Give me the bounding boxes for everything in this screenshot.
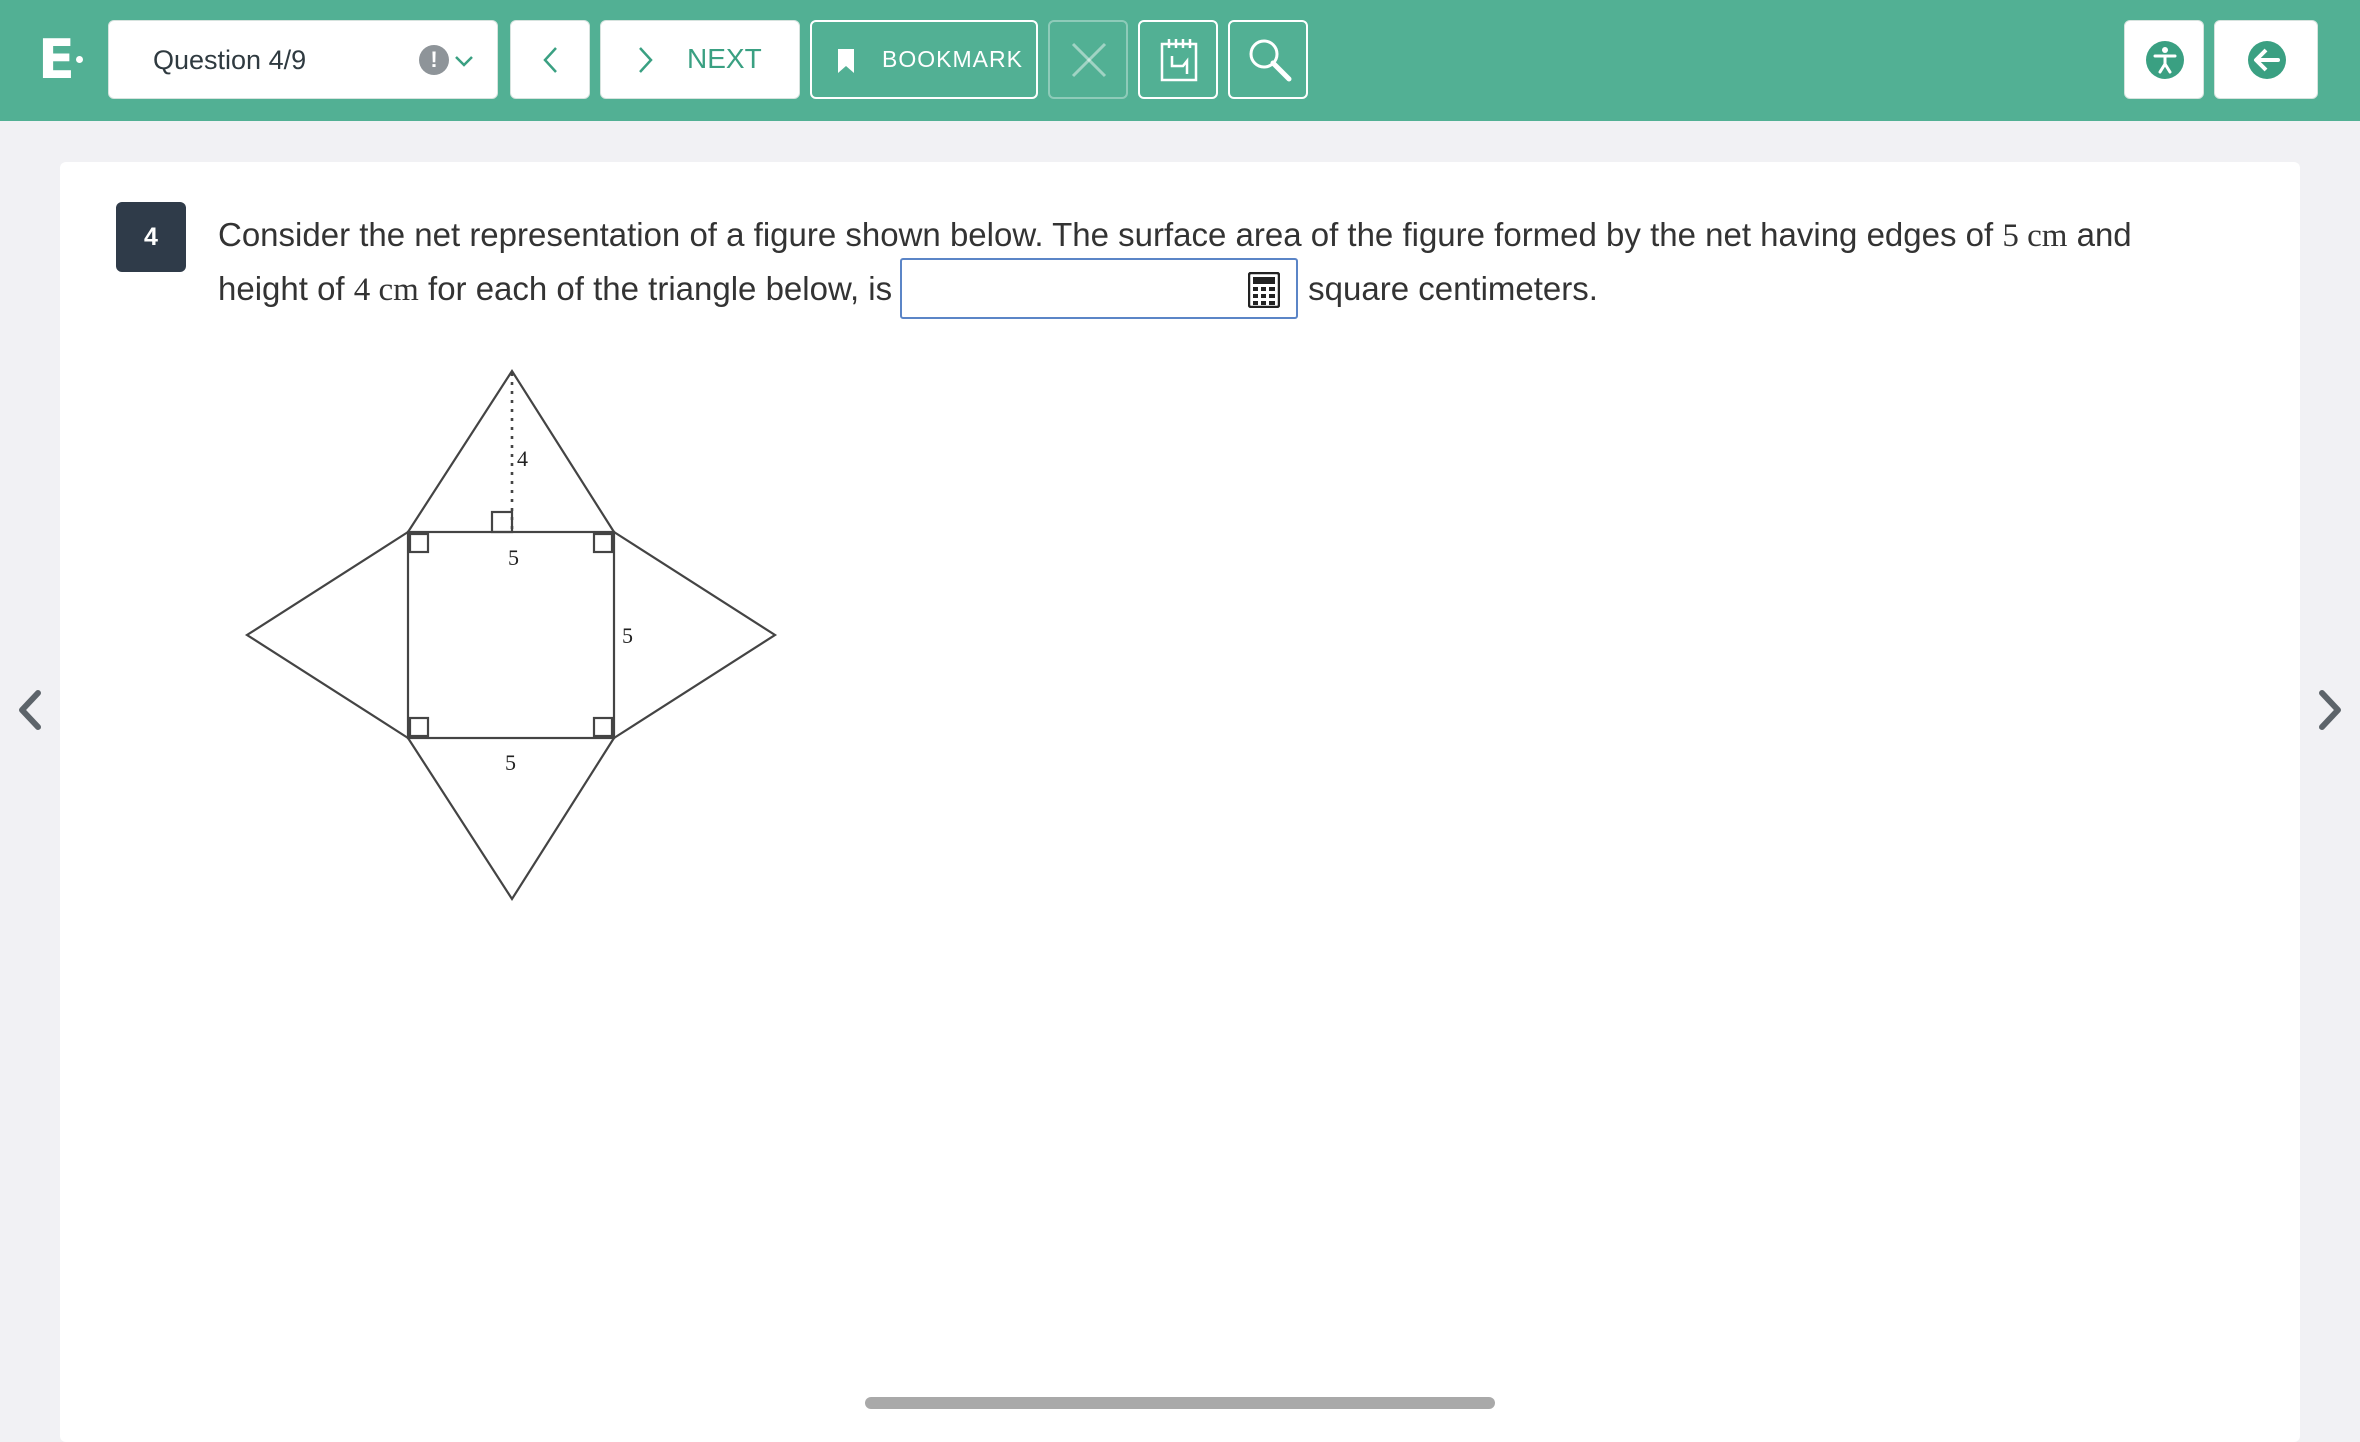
top-toolbar — [0, 0, 2360, 121]
next-page-arrow[interactable] — [2312, 685, 2348, 735]
previous-button[interactable] — [510, 20, 590, 99]
top-triangle — [408, 371, 614, 532]
logo-dot — [76, 56, 83, 63]
question-text-part4: square centimeters. — [1308, 270, 1598, 308]
label-square-right: 5 — [622, 623, 633, 648]
answer-input[interactable] — [908, 266, 1232, 313]
corner-mark-bl — [410, 718, 428, 736]
flag-icon — [419, 45, 449, 75]
question-selector-label: Question 4/9 — [153, 45, 307, 75]
bookmark-button[interactable] — [810, 20, 1038, 99]
previous-page-arrow[interactable] — [12, 685, 48, 735]
answer-box[interactable] — [900, 258, 1298, 319]
height-right-angle — [492, 512, 512, 532]
app-logo: E — [38, 28, 75, 91]
close-icon — [1070, 41, 1108, 79]
chevron-left-icon — [537, 43, 565, 77]
height-value: 4 cm — [353, 272, 419, 309]
edge-value: 5 cm — [2002, 218, 2068, 254]
answer-eliminator-button[interactable] — [1048, 20, 1128, 99]
question-text-part3: for each of the triangle below, is — [418, 270, 893, 308]
horizontal-scrollbar[interactable] — [865, 1397, 1495, 1409]
label-square-bottom: 5 — [505, 750, 516, 775]
chevron-right-icon — [631, 43, 659, 77]
next-button[interactable] — [600, 20, 800, 99]
right-triangle — [614, 532, 775, 738]
exit-button[interactable] — [2214, 20, 2318, 99]
net-diagram — [240, 365, 780, 905]
accessibility-icon — [2145, 40, 2185, 80]
calculator-icon[interactable] — [1248, 272, 1280, 308]
chevron-down-icon — [452, 49, 476, 73]
accessibility-button[interactable] — [2124, 20, 2204, 99]
question-text-part1: Consider the net representation of a figure shown below. The surface area of the figure formed by the net having edges of — [218, 216, 2003, 253]
question-text-part2: and height of — [218, 216, 2132, 308]
next-button-label: NEXT — [687, 43, 762, 74]
bookmark-button-label: BOOKMARK — [882, 46, 1023, 72]
exit-icon — [2247, 40, 2287, 80]
question-selector[interactable] — [108, 20, 498, 99]
notepad-icon — [1158, 36, 1200, 84]
corner-mark-tr — [594, 534, 612, 552]
magnifier-button[interactable] — [1228, 20, 1308, 99]
left-triangle — [247, 532, 408, 738]
magnifier-icon — [1247, 37, 1293, 83]
corner-mark-br — [594, 718, 612, 736]
label-square-top: 5 — [508, 545, 519, 570]
label-triangle-height: 4 — [517, 446, 528, 471]
question-text — [218, 210, 2218, 322]
notepad-button[interactable] — [1138, 20, 1218, 99]
question-number-badge: 4 — [116, 202, 186, 272]
bookmark-icon — [836, 49, 856, 73]
corner-mark-tl — [410, 534, 428, 552]
